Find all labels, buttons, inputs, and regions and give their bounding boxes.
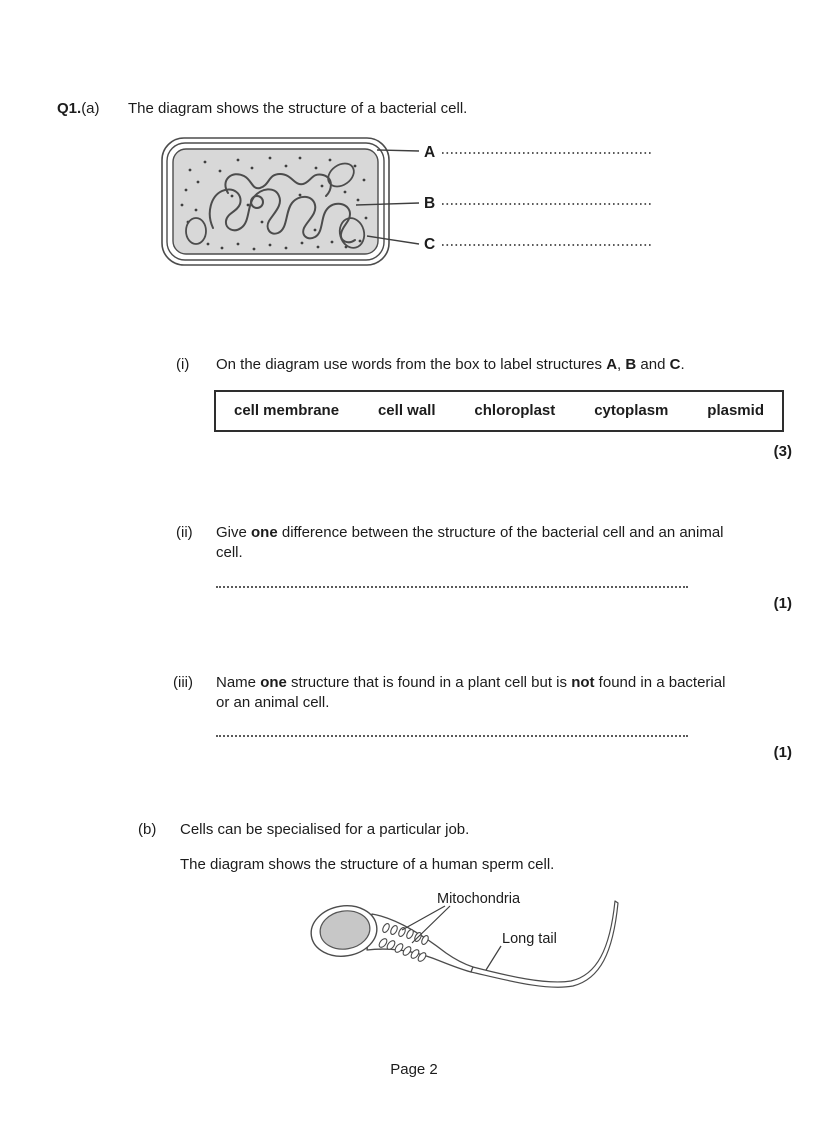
part-iii-bold-one: one [260,674,287,691]
part-i-t1: On the diagram use words from the box to label structures [216,356,607,373]
part-ii-bold-one: one [251,524,278,541]
answer-line-iii [216,721,688,737]
part-i-bold-a: A [606,356,618,373]
word-box-item: cell membrane [234,402,340,419]
part-i-bold-c: C [669,356,681,373]
word-box-item: plasmid [707,402,764,419]
long-tail-pointer [486,946,501,970]
diagram-label-c: C [424,236,436,253]
label-dotted-lines [442,153,653,245]
part-ii-t2: difference between the structure of the bacterial cell and an animal [277,524,724,541]
part-a-label: (a) [81,100,100,117]
part-iii-t2: structure that is found in a plant cell but is [286,674,572,691]
diagram-label-a: A [424,144,436,161]
word-box-item: cell wall [377,402,436,419]
part-i-bold-b: B [625,356,637,373]
part-ii-line2: cell. [216,544,243,561]
part-iii-bold-not: not [571,674,595,691]
word-box-item: cytoplasm [594,402,669,419]
question-number: Q1. [57,100,82,117]
part-ii-t1: Give [216,524,252,541]
part-ii-num: (ii) [176,524,193,541]
question-header [57,99,100,119]
mitochondria-label: Mitochondria [437,891,521,907]
part-iii-t3: found in a bacterial [594,674,726,691]
part-b-num: (b) [138,821,157,838]
part-iii-line2: or an animal cell. [216,694,330,711]
marks-part-i: (3) [773,443,792,460]
part-b-line1: Cells can be specialised for a particular job. [180,821,470,838]
mitochondria-pointer-2 [412,906,450,943]
word-box [214,390,784,432]
part-i-t3: and [636,356,670,373]
part-iii-t1: Name [216,674,261,691]
sperm-cell-diagram [295,882,635,994]
marks-part-ii: (1) [773,595,792,612]
long-tail-label: Long tail [502,931,557,947]
part-ii-line1 [216,523,756,543]
part-b-line2: The diagram shows the structure of a human sperm cell. [180,856,555,873]
leader-line-a [377,150,419,151]
part-iii-text [216,673,756,713]
page-footer: Page 2 [390,1061,438,1078]
part-ii-text [216,523,756,563]
word-box-item: chloroplast [474,402,556,419]
bacterial-cell-diagram [150,128,670,283]
diagram-label-b: B [424,195,436,212]
marks-part-iii: (1) [773,744,792,761]
part-iii-num: (iii) [173,674,193,691]
answer-line-ii [216,572,688,588]
part-i-t4: . [680,356,685,373]
part-iii-line1 [216,673,756,693]
part-i-t2: , [617,356,626,373]
part-a-intro: The diagram shows the structure of a bacterial cell. [128,100,468,117]
part-i-num: (i) [176,356,190,373]
part-i-text [216,355,776,375]
mitochondria-pointer-1 [402,906,445,930]
